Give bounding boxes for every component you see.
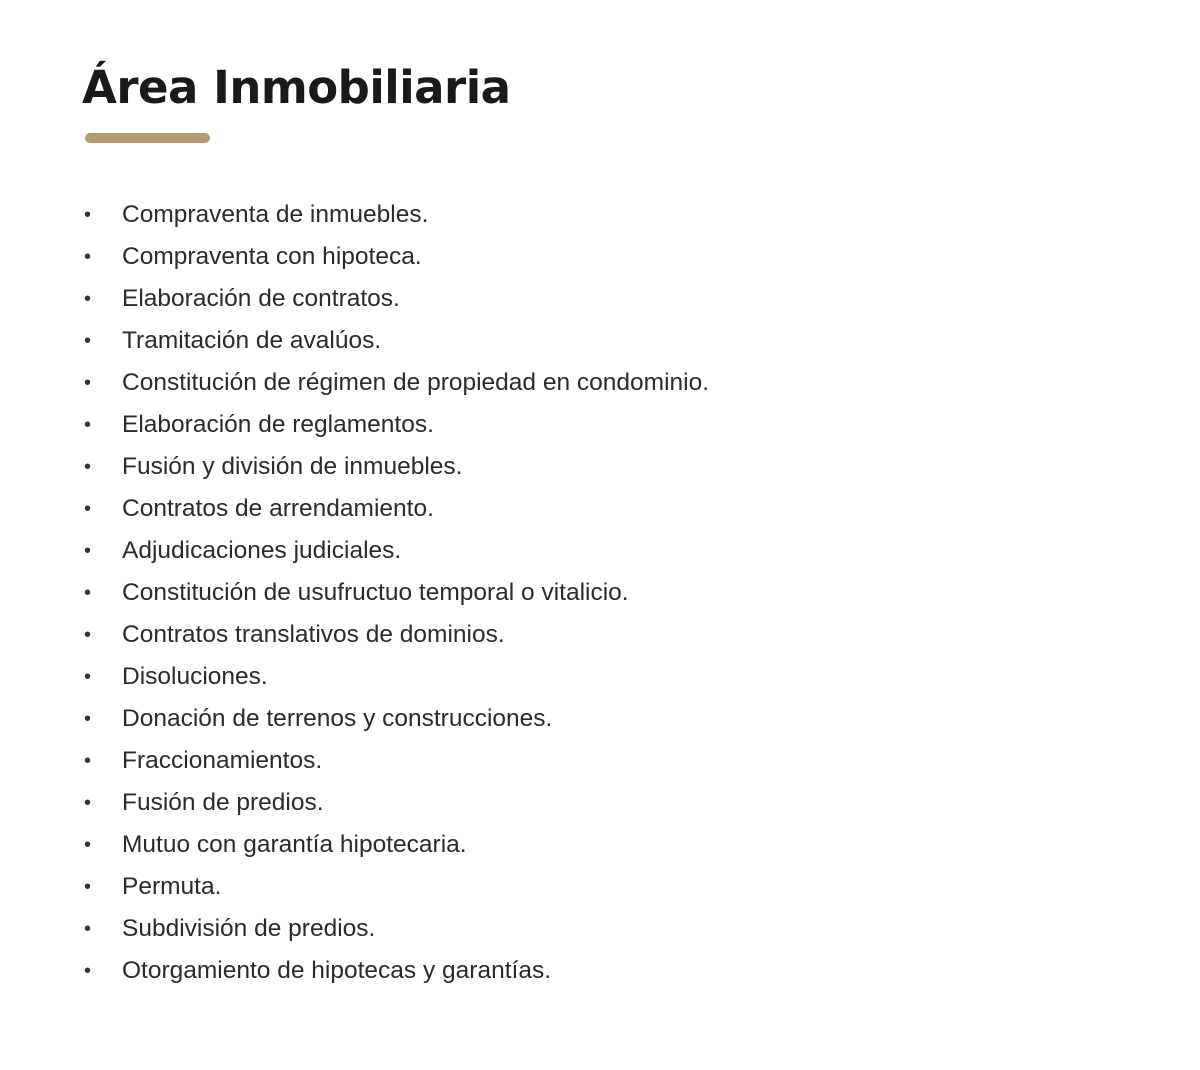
list-item-text: Contratos translativos de dominios. bbox=[122, 621, 505, 648]
list-item-text: Constitución de usufructuo temporal o vitalicio. bbox=[122, 579, 629, 606]
bullet-icon: • bbox=[84, 414, 92, 436]
list-item-text: Tramitación de avalúos. bbox=[122, 327, 382, 354]
bullet-icon: • bbox=[84, 792, 92, 814]
bullet-icon: • bbox=[84, 582, 92, 604]
list-item-text: Fusión y división de inmuebles. bbox=[122, 453, 463, 480]
list-item-text: Fusión de predios. bbox=[122, 789, 324, 816]
bullet-icon: • bbox=[84, 834, 92, 856]
list-item-text: Elaboración de reglamentos. bbox=[122, 411, 434, 438]
list-item-text: Elaboración de contratos. bbox=[122, 285, 400, 312]
bullet-icon: • bbox=[84, 876, 92, 898]
list-item-text: Fraccionamientos. bbox=[122, 747, 323, 774]
list-item-text: Otorgamiento de hipotecas y garantías. bbox=[122, 957, 552, 984]
bullet-icon: • bbox=[84, 330, 92, 352]
section-title: Área Inmobiliaria bbox=[82, 61, 511, 114]
bullet-icon: • bbox=[84, 246, 92, 268]
list-item-text: Constitución de régimen de propiedad en condominio. bbox=[122, 369, 710, 396]
bullet-icon: • bbox=[84, 666, 92, 688]
list-item-text: Adjudicaciones judiciales. bbox=[122, 537, 402, 564]
bullet-icon: • bbox=[84, 750, 92, 772]
list-item-text: Subdivisión de predios. bbox=[122, 915, 376, 942]
bullet-icon: • bbox=[84, 204, 92, 226]
bullet-icon: • bbox=[84, 372, 92, 394]
list-item-text: Permuta. bbox=[122, 873, 222, 900]
list-item-text: Compraventa de inmuebles. bbox=[122, 201, 429, 228]
list-item-text: Disoluciones. bbox=[122, 663, 268, 690]
bullet-icon: • bbox=[84, 288, 92, 310]
bullet-icon: • bbox=[84, 540, 92, 562]
bullet-icon: • bbox=[84, 960, 92, 982]
bullet-icon: • bbox=[84, 456, 92, 478]
bullet-icon: • bbox=[84, 708, 92, 730]
bullet-icon: • bbox=[84, 498, 92, 520]
list-item-text: Donación de terrenos y construcciones. bbox=[122, 705, 553, 732]
bullet-icon: • bbox=[84, 918, 92, 940]
title-underline-accent bbox=[85, 133, 210, 143]
list-item-text: Compraventa con hipoteca. bbox=[122, 243, 422, 270]
list-item-text: Contratos de arrendamiento. bbox=[122, 495, 434, 522]
bullet-icon: • bbox=[84, 624, 92, 646]
list-item-text: Mutuo con garantía hipotecaria. bbox=[122, 831, 467, 858]
